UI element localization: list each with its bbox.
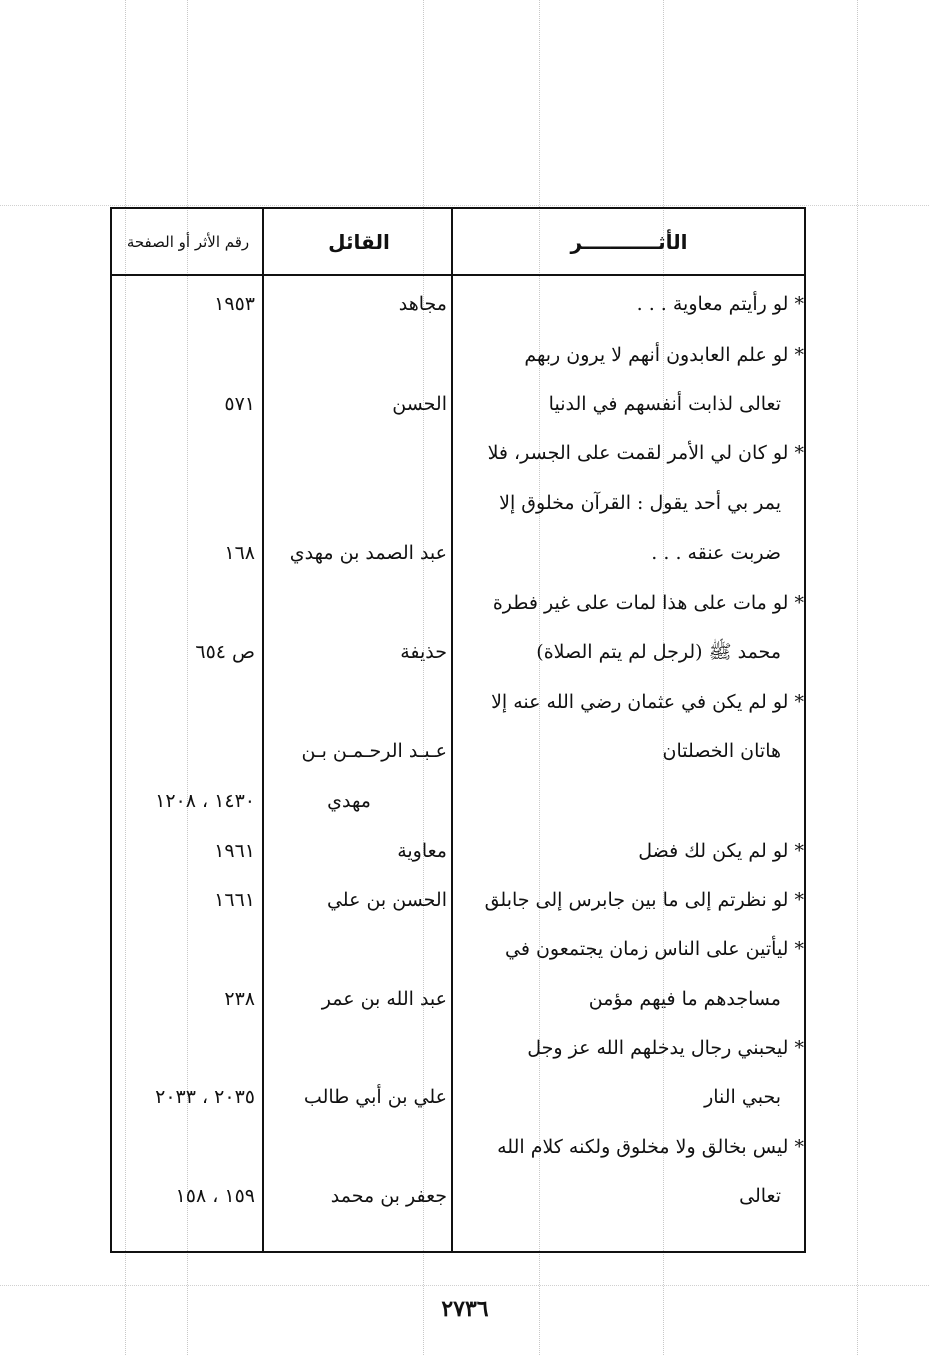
athar-text: * لو نظرتم إلى ما بين جابرس إلى جابلق: [484, 889, 804, 911]
athar-text: * لو كان لي الأمر لقمت على الجسر، فلا: [487, 442, 804, 464]
athar-text: * ليس بخالق ولا مخلوق ولكنه كلام الله: [497, 1136, 804, 1158]
athar-text: محمد ﷺ (لرجل لم يتم الصلاة): [536, 641, 781, 663]
qail-text: معاوية: [397, 840, 447, 862]
number-text: ١٩٦١: [214, 840, 255, 862]
qail-text: عبد الصمد بن مهدي: [289, 542, 447, 564]
athar-text: بحبي النار: [704, 1086, 781, 1108]
scan-guide-line: [0, 1285, 929, 1286]
number-text: ١٥٩ ، ١٥٨: [175, 1185, 255, 1207]
header-athar: الأثـــــــــــر: [570, 230, 688, 254]
qail-text: مجاهد: [398, 293, 447, 315]
scan-guide-line: [857, 0, 858, 1355]
athar-text: هاتان الخصلتان: [662, 740, 781, 762]
athar-text: تعالى: [739, 1185, 781, 1207]
header-number: رقم الأثر أو الصفحة: [126, 233, 250, 251]
athar-text: * ليحبني رجال يدخلهم الله عز وجل: [527, 1037, 804, 1059]
athar-text: * لو مات على هذا لمات على غير فطرة: [492, 592, 804, 614]
number-text: ٢٣٨: [224, 988, 255, 1010]
qail-text: عـبـد الرحـمـن بـن: [301, 740, 447, 762]
header-separator: [110, 274, 806, 276]
number-text: ١٦٨: [224, 542, 255, 564]
column-divider: [451, 207, 453, 1253]
athar-text: ضربت عنقه . . .: [651, 542, 781, 564]
qail-text: مهدي: [327, 790, 371, 812]
number-text: ١٤٣٠ ، ١٢٠٨: [155, 790, 255, 812]
page-number: ٢٧٣٦: [441, 1296, 489, 1322]
number-text: ١٦٦١: [214, 889, 255, 911]
scan-guide-line: [0, 205, 929, 206]
number-text: ٥٧١: [224, 393, 255, 415]
athar-text: تعالى لذابت أنفسهم في الدنيا: [548, 393, 781, 415]
number-text: ص ٦٥٤: [195, 641, 255, 663]
number-text: ٢٠٣٥ ، ٢٠٣٣: [155, 1086, 255, 1108]
qail-text: عبد الله بن عمر: [321, 988, 447, 1010]
athar-text: * لو لم يكن في عثمان رضي الله عنه إلا: [491, 691, 804, 713]
athar-text: * لو لم يكن لك فضل: [638, 840, 804, 862]
athar-text: * لو علم العابدون أنهم لا يرون ربهم: [524, 344, 804, 366]
athar-text: يمر بي أحد يقول : القرآن مخلوق إلا: [499, 492, 781, 514]
qail-text: الحسن بن علي: [326, 889, 447, 911]
column-divider: [262, 207, 264, 1253]
athar-text: * ليأتين على الناس زمان يجتمعون في: [505, 938, 804, 960]
athar-text: * لو رأيتم معاوية . . .: [636, 293, 804, 315]
qail-text: علي بن أبي طالب: [303, 1086, 447, 1108]
athar-text: مساجدهم ما فيهم مؤمن: [588, 988, 781, 1010]
number-text: ١٩٥٣: [214, 293, 255, 315]
header-qail: القائل: [328, 230, 390, 254]
qail-text: جعفر بن محمد: [330, 1185, 447, 1207]
qail-text: الحسن: [392, 393, 447, 415]
qail-text: حذيفة: [400, 641, 447, 663]
